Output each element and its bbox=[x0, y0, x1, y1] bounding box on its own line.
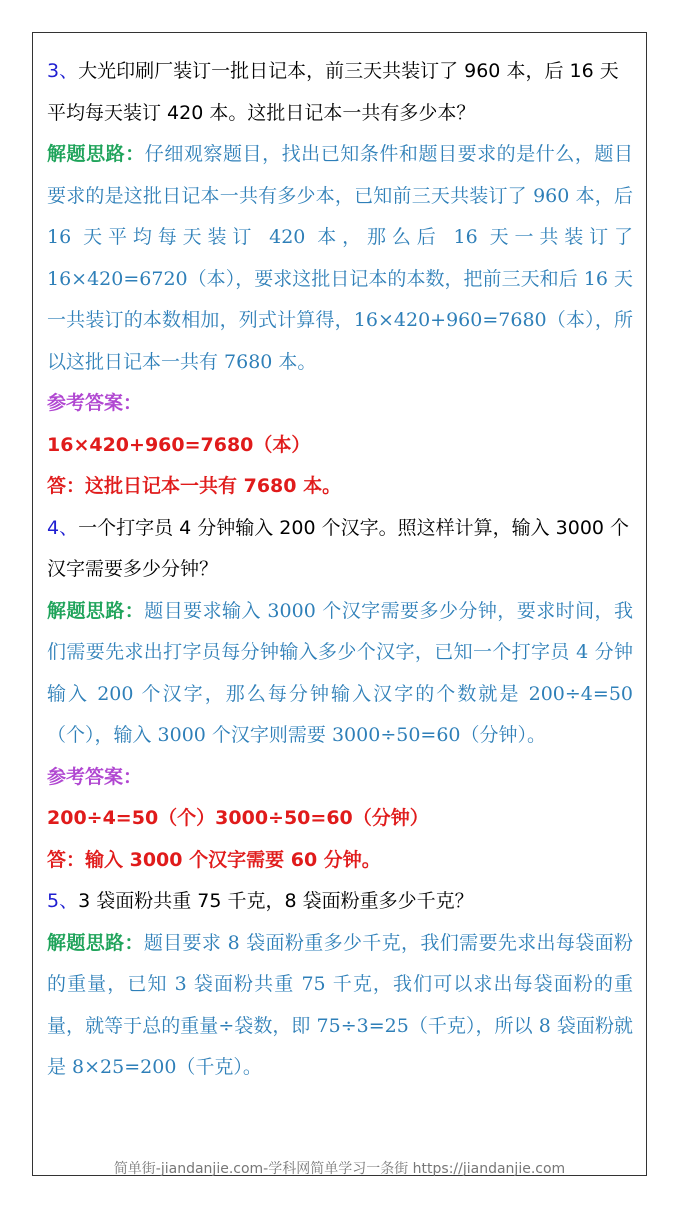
problem-3-ref-label: 参考答案： bbox=[47, 392, 143, 414]
problem-5-text: 3 袋面粉共重 75 千克，8 袋面粉重多少千克？ bbox=[78, 890, 474, 912]
problem-3-solution bbox=[47, 134, 633, 383]
problem-3-question bbox=[47, 51, 633, 134]
problem-4-solution-text: 题目要求输入 3000 个汉字需要多少分钟，要求时间，我们需要先求出打字员每分钟输入多少个汉字，已知一个打字员 4 分钟输入 200 个汉字，那么每分钟输入汉字的个数就是 200÷4=50（个），输入 3000 个汉字则需要 3000÷50=60（分钟）。 bbox=[47, 599, 633, 746]
problem-4-formula: 200÷4=50（个）3000÷50=60（分钟） bbox=[47, 807, 429, 829]
problem-4-solution bbox=[47, 591, 633, 757]
problem-3-solution-text: 仔细观察题目，找出已知条件和题目要求的是什么，题目要求的是这批日记本一共有多少本，已知前三天共装订了 960 本，后 16 天平均每天装订 420 本，那么后 16 天一共装订了 16×420=6720（本），要求这批日记本的本数，把前三天和后 16 天一共装订的本数相加，列式计算得，16×420+960=7680（本），所以这批日记本一共有 7680 本。 bbox=[47, 143, 633, 373]
page-frame bbox=[32, 32, 647, 1176]
solution-label: 解题思路： bbox=[47, 143, 145, 165]
problem-4-answer: 答：输入 3000 个汉字需要 60 分钟。 bbox=[47, 848, 381, 871]
problem-5-number: 5、 bbox=[47, 890, 79, 912]
solution-label: 解题思路： bbox=[47, 599, 145, 622]
document-content bbox=[47, 51, 633, 1089]
problem-3-text: 大光印刷厂装订一批日记本，前三天共装订了 960 本，后 16 天平均每天装订 420 本。这批日记本一共有多少本？ bbox=[47, 60, 619, 124]
problem-5-solution-text: 题目要求 8 袋面粉重多少千克，我们需要先求出每袋面粉的重量，已知 3 袋面粉共重 75 千克，我们可以求出每袋面粉的重量，就等于总的重量÷袋数，即 75÷3=25（千克），所以 8 袋面粉就是 8×25=200（千克）。 bbox=[47, 931, 633, 1078]
problem-3-number: 3、 bbox=[47, 60, 79, 82]
problem-4-number: 4、 bbox=[47, 516, 79, 539]
problem-4-text: 一个打字员 4 分钟输入 200 个汉字。照这样计算，输入 3000 个汉字需要多少分钟？ bbox=[47, 516, 630, 580]
problem-3-answer: 答：这批日记本一共有 7680 本。 bbox=[47, 475, 342, 497]
solution-label: 解题思路： bbox=[47, 931, 144, 954]
problem-5-solution bbox=[47, 923, 633, 1089]
footer-watermark: 简单街-jiandanjie.com-学科网简单学习一条街 https://jiandanjie.com bbox=[113, 1161, 566, 1177]
problem-5-question bbox=[47, 881, 633, 923]
problem-4-ref-label: 参考答案： bbox=[47, 765, 143, 788]
problem-4-question bbox=[47, 508, 633, 591]
problem-3-formula: 16×420+960=7680（本） bbox=[47, 433, 311, 456]
